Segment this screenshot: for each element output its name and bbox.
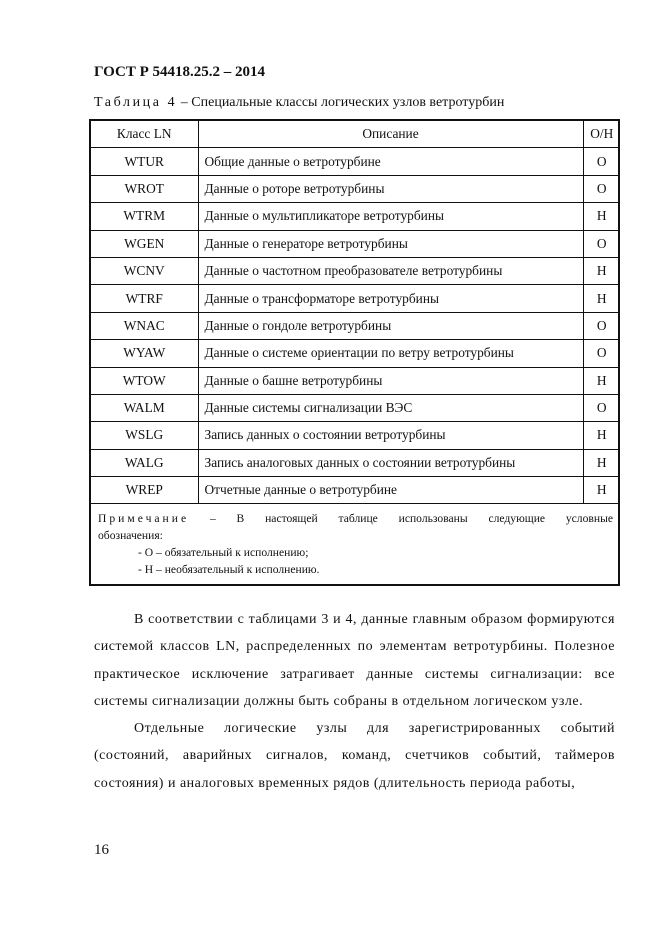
table-row [91, 477, 620, 504]
ln-class-cell: WTOW [91, 367, 198, 394]
table-row [91, 422, 620, 449]
mandatory-cell: О [583, 230, 620, 257]
mandatory-cell: О [583, 175, 620, 202]
description-cell: Данные о гондоле ветротурбины [198, 312, 583, 339]
table-row [91, 257, 620, 284]
mandatory-cell: О [583, 394, 620, 421]
table-row [91, 285, 620, 312]
ln-class-cell: WCNV [91, 257, 198, 284]
table-row [91, 312, 620, 339]
description-cell: Общие данные о ветротурбине [198, 148, 583, 175]
table-row [91, 230, 620, 257]
table-caption [94, 95, 504, 111]
mandatory-cell: Н [583, 257, 620, 284]
table-row [91, 340, 620, 367]
table-row [91, 203, 620, 230]
column-header-class: Класс LN [91, 121, 198, 148]
ln-class-cell: WTUR [91, 148, 198, 175]
mandatory-cell: О [583, 312, 620, 339]
ln-class-cell: WGEN [91, 230, 198, 257]
column-header-mandatory: О/Н [583, 121, 620, 148]
ln-classes-table [89, 119, 620, 586]
ln-class-cell: WALG [91, 449, 198, 476]
table-note [91, 504, 620, 585]
ln-class-cell: WNAC [91, 312, 198, 339]
note-text-line1: – В настоящей таблице использованы следующие условные [209, 512, 614, 526]
mandatory-cell: Н [583, 285, 620, 312]
description-cell: Запись данных о состоянии ветротурбины [198, 422, 583, 449]
note-label: Примечание [98, 512, 190, 526]
paragraph: В соответствии с таблицами 3 и 4, данные главным образом формируются системой классов LN, распределенных по элементам ветротурбины. Полезное практическое исключение затрагивает данные системы сигнализации: все системы сигнализации должны быть собраны в отдельном логическом узле. [94, 612, 615, 709]
table-row [91, 175, 620, 202]
table-row [91, 394, 620, 421]
mandatory-cell: О [583, 340, 620, 367]
description-cell: Данные о генераторе ветротурбины [198, 230, 583, 257]
page-number: 16 [94, 842, 109, 858]
ln-class-cell: WREP [91, 477, 198, 504]
document-header: ГОСТ Р 54418.25.2 – 2014 [94, 64, 266, 80]
table-row [91, 148, 620, 175]
note-item: - Н – необязательный к исполнению. [138, 563, 320, 577]
mandatory-cell: Н [583, 367, 620, 394]
description-cell: Данные о башне ветротурбины [198, 367, 583, 394]
ln-class-cell: WROT [91, 175, 198, 202]
table-note-row [91, 504, 620, 585]
description-cell: Запись аналоговых данных о состоянии ветротурбины [198, 449, 583, 476]
table-caption-text: – Специальные классы логических узлов ветротурбин [177, 95, 505, 110]
note-first-line [98, 510, 613, 527]
paragraph: Отдельные логические узлы для зарегистрированных событий (состояний, аварийных сигналов, команд, счетчиков событий, таймеров состояния) и аналоговых временных рядов (длительность периода работы, [94, 721, 615, 791]
ln-class-cell: WSLG [91, 422, 198, 449]
description-cell: Данные о частотном преобразователе ветротурбины [198, 257, 583, 284]
table-caption-label: Таблица 4 [94, 95, 178, 110]
mandatory-cell: Н [583, 422, 620, 449]
mandatory-cell: Н [583, 203, 620, 230]
ln-class-cell: WYAW [91, 340, 198, 367]
description-cell: Отчетные данные о ветротурбине [198, 477, 583, 504]
table-row [91, 449, 620, 476]
note-text-line2: обозначения: [98, 529, 163, 543]
description-cell: Данные системы сигнализации ВЭС [198, 394, 583, 421]
ln-class-cell: WTRF [91, 285, 198, 312]
description-cell: Данные о трансформаторе ветротурбины [198, 285, 583, 312]
description-cell: Данные о системе ориентации по ветру ветротурбины [198, 340, 583, 367]
note-item: - О – обязательный к исполнению; [138, 546, 309, 560]
mandatory-cell: Н [583, 477, 620, 504]
column-header-description: Описание [198, 121, 583, 148]
ln-class-cell: WTRM [91, 203, 198, 230]
mandatory-cell: Н [583, 449, 620, 476]
ln-class-cell: WALM [91, 394, 198, 421]
table-row [91, 367, 620, 394]
description-cell: Данные о роторе ветротурбины [198, 175, 583, 202]
body-text [94, 606, 615, 797]
table-header-row [91, 121, 620, 148]
description-cell: Данные о мультипликаторе ветротурбины [198, 203, 583, 230]
mandatory-cell: О [583, 148, 620, 175]
